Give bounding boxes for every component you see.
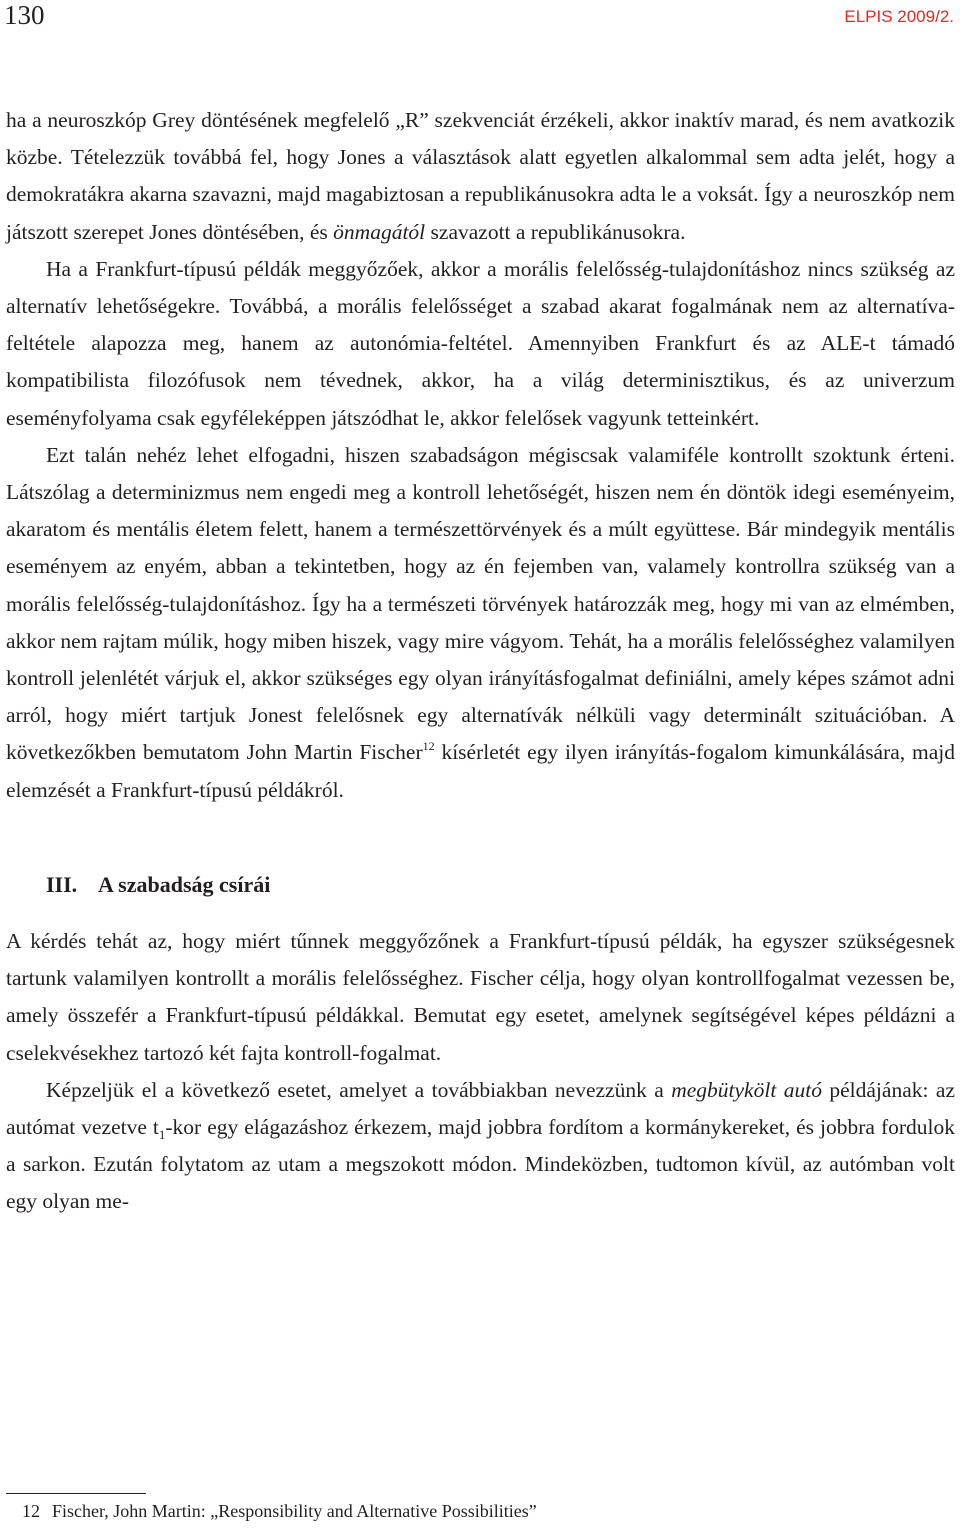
paragraph-group xyxy=(6,102,955,809)
body-text xyxy=(6,102,955,1221)
paragraph: Ezt talán nehéz lehet elfogadni, hiszen szabadságon mégiscsak valamiféle kontrollt szoktunk érteni. Látszólag a determinizmus nem engedi meg a kontroll lehetőségét, hiszen nem én döntök idegi eseményeim, akaratom és mentális életem felett, hanem a természettörvények és a múlt együttese. Bár mindegyik mentális eseményem az enyém, abban a tekintetben, hogy az én fejemben van, valamely kontrollra szükség van a morális felelősség-tulajdonításhoz. Így ha a természeti törvények határozzák meg, hogy mi van az elmémben, akkor nem rajtam múlik, hogy miben hiszek, vagy mire vágyom. Tehát, ha a morális felelősséghez valamilyen kontroll jelenlétét várjuk el, akkor szükséges egy olyan irányításfogalmat definiálni, amely képes számot adni arról, hogy miért tartjuk Jonest felelősnek egy alternatívák nélküli vagy determinált szituációban. A következőkben bemutatom John Martin Fischer$^{12}$ kísérletét egy ilyen irányítás-fogalom kimunkálására, majd elemzését a Frankfurt-típusú példákról. xyxy=(6,442,955,802)
footnote-text: Fischer, John Martin: „Responsibility and Alternative Possibilities” xyxy=(52,1501,537,1521)
footnote-number: 12 xyxy=(22,1501,40,1521)
paragraph: Képzeljük el a következő esetet, amelyet a továbbiakban nevezzünk a megbütykölt autó példájának: az autómat vezetve $t_1$-kor egy elágazáshoz érkezem, majd jobbra fordítom a kormánykereket, és jobbra fordulok a sarkon. Ezután folytatom az utam a megszokott módon. Mindeközben, tudtomon kívül, az autómban volt egy olyan me- xyxy=(6,1077,955,1214)
running-head: ELPIS 2009/2. xyxy=(844,7,954,26)
paragraph-group xyxy=(6,923,955,1221)
page-number: 130 xyxy=(4,0,45,30)
footnote-rule xyxy=(6,1493,146,1494)
footnote xyxy=(22,1500,537,1522)
section-title: A szabadság csírái xyxy=(98,871,271,897)
paragraph: ha a neuroszkóp Grey döntésének megfelelő „R” szekvenciát érzékeli, akkor inaktív marad, és nem avatkozik közbe. Tételezzük továbbá fel, hogy Jones a választások alatt egyetlen alkalommal sem adta jelét, hogy a demokratákra akarna szavazni, majd magabiztosan a republikánusokra adta le a voksát. Így a neuroszkóp nem játszott szerepet Jones döntésében, és önmagától szavazott a republikánusokra. xyxy=(6,108,955,244)
paragraph: A kérdés tehát az, hogy miért tűnnek meggyőzőnek a Frankfurt-típusú példák, ha egyszer szükségesnek tartunk valamilyen kontrollt a morális felelősséghez. Fischer célja, hogy olyan kontrollfogalmat vezessen be, amely összefér a Frankfurt-típusú példákkal. Bemutat egy esetet, amelynek segítségével képes példázni a cselekvésekhez tartozó két fajta kontroll-fogalmat. xyxy=(6,929,955,1065)
section-number: III. xyxy=(46,871,78,897)
paragraph: Ha a Frankfurt-típusú példák meggyőzőek, akkor a morális felelősség-tulajdonításhoz nincs szükség az alternatív lehetőségekre. Továbbá, a morális felelősséget a szabad akarat fogalmának nem az alternatíva-feltétele alapozza meg, hanem az autonómia-feltétel. Amennyiben Frankfurt és az ALE-t támadó kompatibilista filozófusok nem tévednek, akkor, ha a világ determinisztikus, és az univerzum eseményfolyama csak egyféleképpen játszódhat le, akkor felelősek vagyunk tetteinkért. xyxy=(6,256,955,430)
section-heading xyxy=(6,866,955,903)
